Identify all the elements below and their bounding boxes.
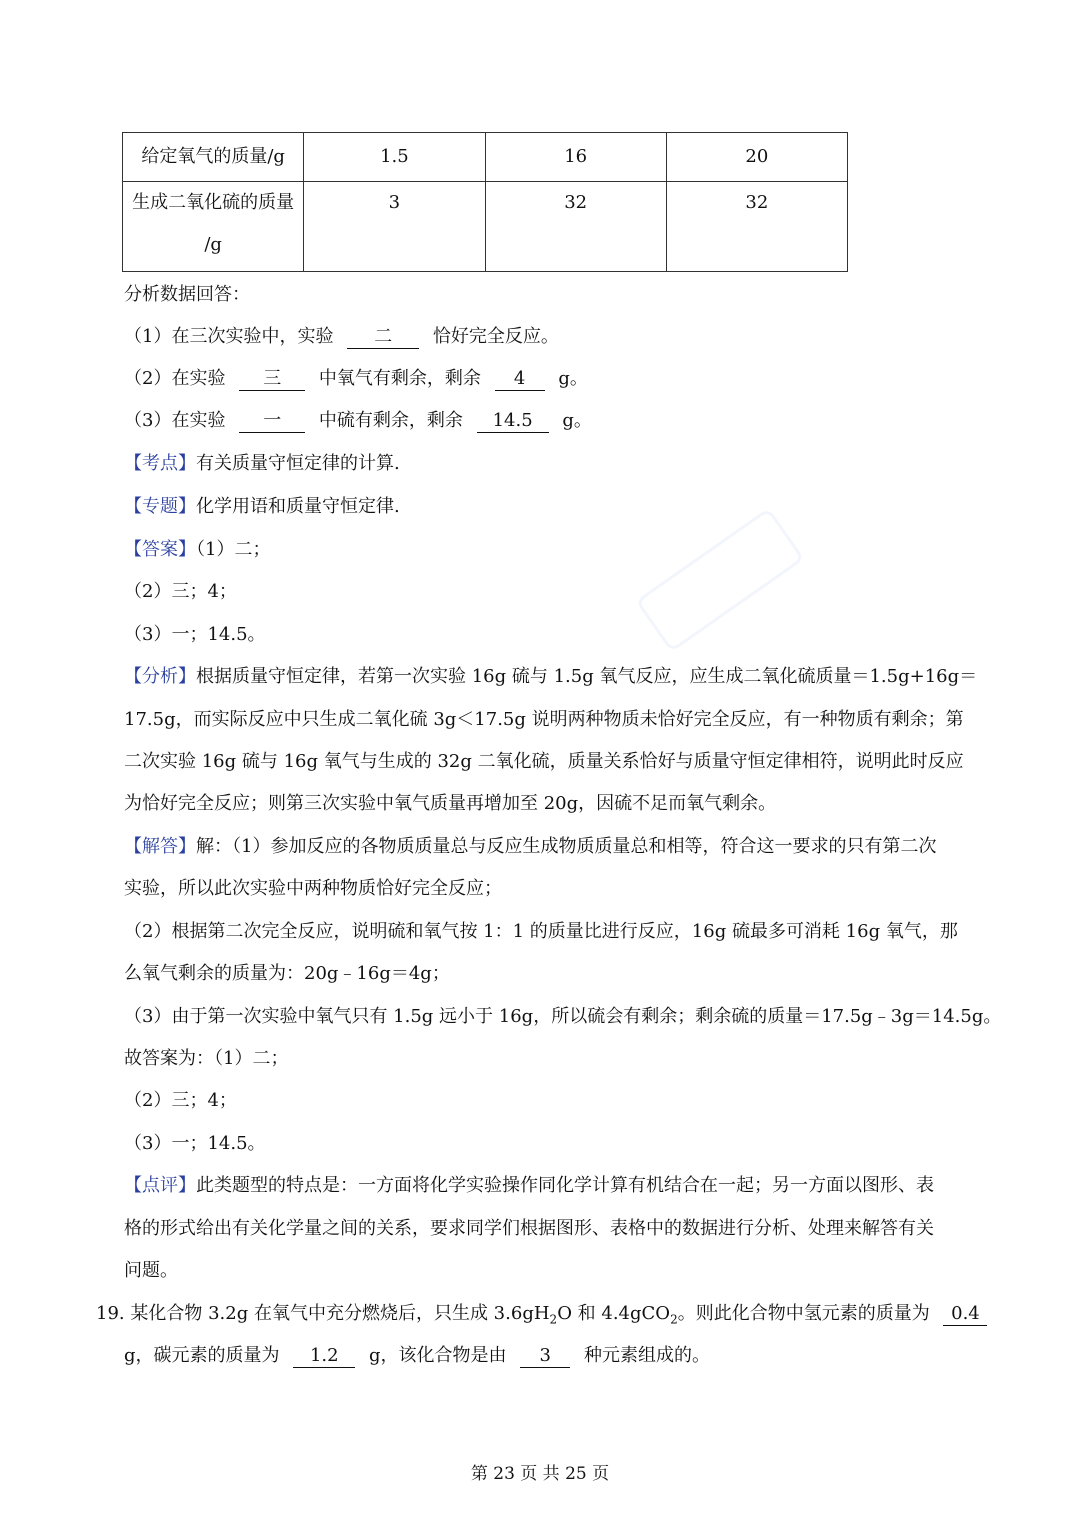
question-3 [124, 408, 592, 434]
q3-answer-blank-2: 14.5 [477, 410, 549, 433]
daan-line2: （2）三；4； [124, 581, 237, 602]
page-footer: 第 23 页 共 25 页 [470, 1464, 610, 1484]
table-cell [123, 182, 304, 272]
fenxi-line4: 为恰好完全反应；则第三次实验中氧气质量再增加至 20g，因硫不足而氧气剩余。 [124, 793, 777, 814]
q19-mid2: 。则此化合物中氢元素的质量为 [677, 1303, 930, 1324]
kaodian-tag: 【考点】 [124, 453, 196, 474]
dianping-line2: 格的形式给出有关化学量之间的关系，要求同学们根据图形、表格中的数据进行分析、处理来解答有关 [124, 1218, 934, 1239]
kaodian-section [124, 451, 400, 477]
jieda-line6: 故答案为：（1）二； [124, 1048, 289, 1069]
table-cell: 3 [304, 182, 485, 272]
q2-post: g。 [558, 368, 588, 389]
daan-section [124, 537, 270, 563]
q19-mid1: O 和 4.4gCO [557, 1303, 671, 1324]
q19-answer-blank-1: 0.4 [943, 1303, 987, 1326]
watermark-icon [620, 500, 820, 660]
q2-mid: 中氧气有剩余，剩余 [318, 368, 481, 389]
q3-answer-blank-1: 一 [239, 410, 305, 433]
q19-number: 19. [96, 1303, 125, 1324]
table-row [123, 182, 848, 272]
q2-answer-blank-1: 三 [239, 368, 305, 391]
q2-pre: （2）在实验 [124, 368, 226, 389]
jieda-section [124, 834, 936, 860]
table-cell: 20 [666, 133, 847, 182]
q19-pre: 某化合物 3.2g 在氧气中充分燃烧后，只生成 3.6gH [130, 1303, 550, 1324]
fenxi-line3: 二次实验 16g 硫与 16g 氧气与生成的 32g 二氧化硫，质量关系恰好与质量守恒定律相符，说明此时反应 [124, 751, 964, 772]
question-2 [124, 366, 588, 392]
q1-pre: （1）在三次实验中，实验 [124, 326, 334, 347]
q2-answer-blank-2: 4 [495, 368, 545, 391]
q19-line2-post: 种元素组成的。 [584, 1345, 710, 1366]
q3-post: g。 [562, 410, 592, 431]
table-cell: 给定氧气的质量/g [123, 133, 304, 182]
q19-answer-blank-2: 1.2 [293, 1345, 355, 1368]
jieda-line2: 实验，所以此次实验中两种物质恰好完全反应； [124, 878, 502, 899]
q19-answer-blank-3: 3 [520, 1345, 570, 1368]
q3-mid: 中硫有剩余，剩余 [318, 410, 463, 431]
daan-tag: 【答案】 [124, 539, 196, 560]
table-cell: 32 [666, 182, 847, 272]
dianping-section [124, 1173, 934, 1199]
table-cell: 16 [485, 133, 666, 182]
jieda-line3: （2）根据第二次完全反应，说明硫和氧气按 1：1 的质量比进行反应，16g 硫最多可消耗 16g 氧气，那 [124, 921, 958, 942]
table-cell: 32 [485, 182, 666, 272]
jieda-line4: 么氧气剩余的质量为：20g﹣16g＝4g； [124, 963, 450, 984]
dianping-line1: 此类题型的特点是：一方面将化学实验操作同化学计算有机结合在一起；另一方面以图形、表 [196, 1175, 934, 1196]
zhuanti-tag: 【专题】 [124, 496, 196, 517]
question-1 [124, 324, 559, 350]
zhuanti-text: 化学用语和质量守恒定律. [196, 496, 400, 517]
jieda-line1: 解：（1）参加反应的各物质质量总与反应生成物质质量总和相等，符合这一要求的只有第二次 [196, 836, 937, 857]
question-19-line2 [124, 1343, 710, 1369]
q1-answer-blank: 二 [347, 326, 419, 349]
question-19 [96, 1301, 987, 1333]
fenxi-line2: 17.5g，而实际反应中只生成二氧化硫 3g＜17.5g 说明两种物质未恰好完全反应，有一种物质有剩余；第 [124, 709, 964, 730]
q1-post: 恰好完全反应。 [432, 326, 559, 347]
q3-pre: （3）在实验 [124, 410, 226, 431]
q19-sub-1: 2 [549, 1312, 558, 1327]
data-table [122, 132, 848, 272]
row-label-line2: /g [204, 234, 222, 255]
fenxi-section [124, 664, 977, 690]
jieda-line5: （3）由于第一次实验中氧气只有 1.5g 远小于 16g，所以硫会有剩余；剩余硫的质量＝17.5g﹣3g＝14.5g。 [124, 1006, 1002, 1027]
daan-line1: （1）二； [196, 539, 271, 560]
table-cell: 1.5 [304, 133, 485, 182]
dianping-line3: 问题。 [124, 1260, 178, 1281]
kaodian-text: 有关质量守恒定律的计算. [196, 453, 400, 474]
fenxi-tag: 【分析】 [124, 666, 196, 687]
jieda-line7: （2）三；4； [124, 1090, 237, 1111]
zhuanti-section [124, 494, 400, 520]
q19-line2-pre: g，碳元素的质量为 [124, 1345, 280, 1366]
table-row [123, 133, 848, 182]
fenxi-line1: 根据质量守恒定律，若第一次实验 16g 硫与 1.5g 氧气反应，应生成二氧化硫质量＝1.5g+16g＝ [196, 666, 978, 687]
q19-sub-2: 2 [670, 1312, 678, 1327]
dianping-tag: 【点评】 [124, 1175, 196, 1196]
daan-line3: （3）一；14.5。 [124, 624, 266, 645]
jieda-line8: （3）一；14.5。 [124, 1133, 266, 1154]
row-label-line1: 生成二氧化硫的质量 [132, 192, 295, 213]
jieda-tag: 【解答】 [124, 836, 196, 857]
intro-text: 分析数据回答： [124, 284, 250, 305]
q19-line2-mid: g，该化合物是由 [369, 1345, 507, 1366]
